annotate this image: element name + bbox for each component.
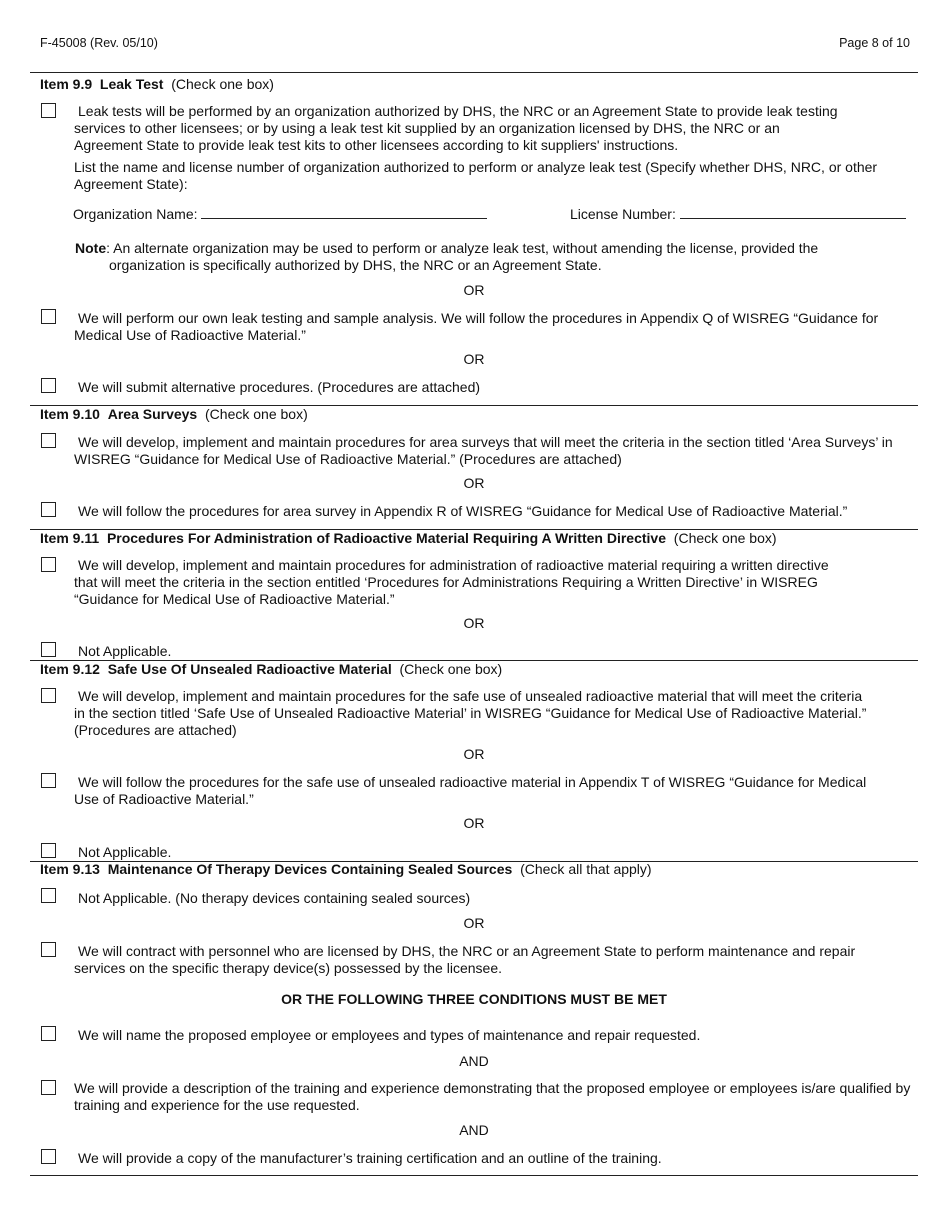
therapy-na-checkbox[interactable] bbox=[41, 888, 56, 903]
or-separator: OR bbox=[463, 746, 485, 762]
therapy-na-text: Not Applicable. (No therapy devices containing sealed sources) bbox=[78, 890, 471, 906]
and-separator: AND bbox=[459, 1053, 489, 1069]
therapy-name-employees-checkbox[interactable] bbox=[41, 1026, 56, 1041]
item-instruction: (Check one box) bbox=[205, 406, 308, 422]
unsealed-option1-text: We will develop, implement and maintain procedures for the safe use of unsealed radioactive material that will meet the criteria in the section titled ‘Safe Use of Unsealed Radioactive Material’ in WISREG “Guidance for Medical Use of Radioactive Material.” (Procedures are attached) bbox=[74, 688, 867, 738]
item-title: Area Surveys bbox=[107, 406, 198, 422]
note-label: Note bbox=[75, 240, 107, 256]
written-directive-option1-checkbox[interactable] bbox=[41, 557, 56, 572]
unsealed-na-checkbox[interactable] bbox=[41, 843, 56, 858]
organization-name-label: Organization Name: bbox=[73, 206, 198, 222]
unsealed-option2-text: We will follow the procedures for the safe use of unsealed radioactive material in Appendix T of WISREG “Guidance for Medical Use of Radioactive Material.” bbox=[74, 774, 867, 807]
or-separator: OR bbox=[463, 915, 485, 931]
leak-test-option1-text: Leak tests will be performed by an organization authorized by DHS, the NRC or an Agreement State to provide leak testing services to other licensees; or by using a leak test kit supplied by an organization licensed by DHS, the NRC or an Agreement State to provide leak test kits to other licensees according to kit suppliers' instructions. bbox=[74, 103, 838, 153]
item-instruction: (Check one box) bbox=[171, 76, 274, 92]
section-title-area-surveys bbox=[40, 406, 308, 423]
leak-test-option2-text: We will perform our own leak testing and sample analysis. We will follow the procedures in Appendix Q of WISREG “Guidance for Medical Use of Radioactive Material.” bbox=[74, 310, 879, 343]
unsealed-na-text: Not Applicable. bbox=[78, 844, 172, 860]
or-separator: OR bbox=[463, 351, 485, 367]
leak-test-option3-text: We will submit alternative procedures. (Procedures are attached) bbox=[78, 379, 481, 395]
written-directive-na-text: Not Applicable. bbox=[78, 643, 172, 659]
item-number: Item 9.9 bbox=[40, 76, 93, 92]
leak-test-option1-checkbox[interactable] bbox=[41, 103, 56, 118]
organization-name-input[interactable] bbox=[201, 205, 487, 219]
divider bbox=[30, 1175, 918, 1176]
item-title: Maintenance Of Therapy Devices Containing Sealed Sources bbox=[107, 861, 513, 877]
therapy-certification-text: We will provide a copy of the manufacturer’s training certification and an outline of the training. bbox=[78, 1150, 662, 1166]
leak-test-option3-checkbox[interactable] bbox=[41, 378, 56, 393]
item-instruction: (Check one box) bbox=[673, 530, 777, 546]
written-directive-option1-text: We will develop, implement and maintain procedures for administration of radioactive material requiring a written directive that will meet the criteria in the section entitled ‘Procedures for Administrations Requiring a Written Directive’ in WISREG “Guidance for Medical Use of Radioactive Material.” bbox=[74, 557, 829, 607]
section-title-unsealed bbox=[40, 661, 502, 678]
or-separator: OR bbox=[463, 615, 485, 631]
or-separator: OR bbox=[463, 282, 485, 298]
form-id: F-45008 (Rev. 05/10) bbox=[40, 36, 158, 50]
unsealed-option2-checkbox[interactable] bbox=[41, 773, 56, 788]
item-title: Safe Use Of Unsealed Radioactive Material bbox=[107, 661, 392, 677]
or-separator: OR bbox=[463, 815, 485, 831]
item-instruction: (Check one box) bbox=[399, 661, 503, 677]
area-surveys-option1-checkbox[interactable] bbox=[41, 433, 56, 448]
license-number-label: License Number: bbox=[570, 206, 676, 222]
therapy-name-employees-text: We will name the proposed employee or employees and types of maintenance and repair requested. bbox=[78, 1027, 701, 1043]
item-number: Item 9.13 bbox=[40, 861, 100, 877]
written-directive-na-checkbox[interactable] bbox=[41, 642, 56, 657]
area-surveys-option2-checkbox[interactable] bbox=[41, 502, 56, 517]
section-title-written-directive bbox=[40, 530, 777, 547]
item-title: Leak Test bbox=[99, 76, 164, 92]
section-title-therapy bbox=[40, 861, 652, 878]
page-number: Page 8 of 10 bbox=[839, 36, 910, 50]
license-number-input[interactable] bbox=[680, 205, 906, 219]
therapy-training-text: We will provide a description of the training and experience demonstrating that the proposed employee or employees is/are qualified by training and experience for the use requested. bbox=[74, 1080, 911, 1113]
leak-test-list-instruction: List the name and license number of organization authorized to perform or analyze leak test (Specify whether DHS, NRC, or other Agreement State): bbox=[74, 159, 878, 192]
item-title: Procedures For Administration of Radioactive Material Requiring A Written Directive bbox=[106, 530, 667, 546]
item-number: Item 9.10 bbox=[40, 406, 100, 422]
unsealed-option1-checkbox[interactable] bbox=[41, 688, 56, 703]
area-surveys-option1-text: We will develop, implement and maintain procedures for area surveys that will meet the criteria in the section titled ‘Area Surveys’ in WISREG “Guidance for Medical Use of Radioactive Material.” (Procedures are attached) bbox=[74, 434, 893, 467]
divider bbox=[30, 72, 918, 73]
leak-test-note: Note: An alternate organization may be used to perform or analyze leak test, without amending the license, provided the organization is specifically authorized by DHS, the NRC or an Agreement State. bbox=[75, 240, 819, 273]
therapy-contract-checkbox[interactable] bbox=[41, 942, 56, 957]
license-number-field bbox=[570, 205, 906, 223]
section-title-leak-test bbox=[40, 76, 274, 93]
therapy-training-checkbox[interactable] bbox=[41, 1080, 56, 1095]
or-separator: OR bbox=[463, 475, 485, 491]
leak-test-option2-checkbox[interactable] bbox=[41, 309, 56, 324]
and-separator: AND bbox=[459, 1122, 489, 1138]
therapy-certification-checkbox[interactable] bbox=[41, 1149, 56, 1164]
area-surveys-option2-text: We will follow the procedures for area survey in Appendix R of WISREG “Guidance for Medical Use of Radioactive Material.” bbox=[78, 503, 848, 519]
item-number: Item 9.12 bbox=[40, 661, 100, 677]
organization-name-field bbox=[73, 205, 487, 223]
therapy-contract-text: We will contract with personnel who are licensed by DHS, the NRC or an Agreement State to perform maintenance and repair services on the specific therapy device(s) possessed by the licensee. bbox=[74, 943, 856, 976]
item-instruction: (Check all that apply) bbox=[520, 861, 652, 877]
item-number: Item 9.11 bbox=[40, 530, 100, 546]
conditions-heading: OR THE FOLLOWING THREE CONDITIONS MUST BE MET bbox=[281, 991, 667, 1007]
